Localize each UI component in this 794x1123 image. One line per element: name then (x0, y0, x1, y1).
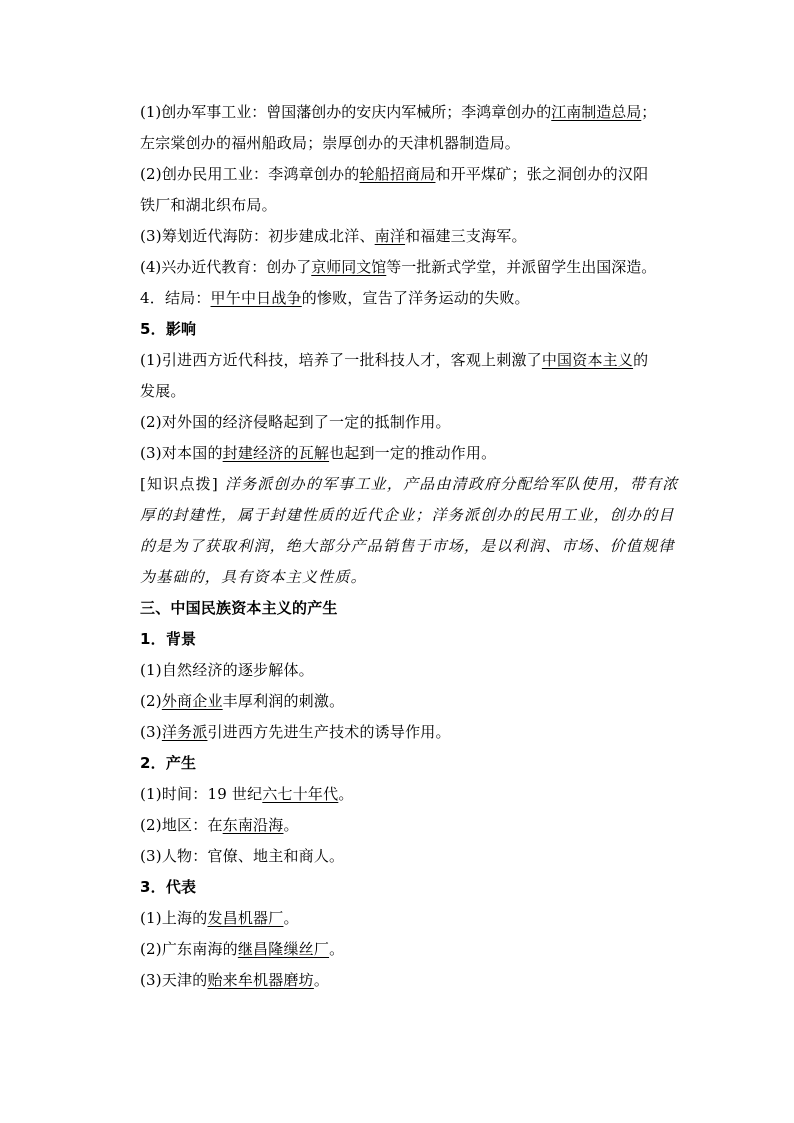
paragraph-military-industry-cont: 左宗棠创办的福州船政局；崇厚创办的天津机器制造局。 (140, 134, 521, 152)
underlined-term: 六七十年代 (262, 785, 339, 803)
text: 和开平煤矿；张之洞创办的汉阳 (435, 165, 649, 183)
text: 洋务派创办的军事工业，产品由清政府分配给军队使用，带有浓 (224, 475, 679, 493)
knowledge-note-tag: [知识点拨] (140, 475, 219, 493)
text: (1)引进西方近代科技，培养了一批科技人才，客观上刺激了 (140, 351, 542, 369)
text: 4．结局： (140, 289, 211, 307)
paragraph-civil-industry (140, 159, 680, 190)
underlined-term: 中国资本主义 (541, 351, 634, 369)
paragraph-influence-3 (140, 438, 680, 469)
text: (1)创办军事工业：曾国藩创办的安庆内军械所；李鸿章创办的 (140, 103, 552, 121)
text: (2) (140, 692, 162, 710)
underlined-term: 京师同文馆 (311, 258, 387, 276)
paragraph-influence-2: (2)对外国的经济侵略起到了一定的抵制作用。 (140, 413, 451, 431)
underlined-term: 封建经济的瓦解 (222, 444, 330, 462)
paragraph-navy (140, 221, 680, 252)
section-title: 三、中国民族资本主义的产生 (140, 599, 338, 617)
text: 的 (633, 351, 649, 369)
text: 也起到一定的推动作用。 (329, 444, 497, 462)
text: (1)上海的 (140, 909, 208, 927)
text: (4)兴办近代教育：创办了 (140, 258, 312, 276)
paragraph-representative-3 (140, 965, 680, 996)
text: (1)时间：19 世纪 (140, 785, 263, 803)
text: 。 (283, 909, 299, 927)
text: 。 (338, 785, 354, 803)
underlined-term: 洋务派 (161, 723, 208, 741)
paragraph-emergence-region (140, 810, 680, 841)
text: 。 (283, 816, 299, 834)
knowledge-note-line-1 (140, 469, 680, 500)
paragraph-representative-1 (140, 903, 680, 934)
underlined-term: 贻来牟机器磨坊 (207, 971, 314, 989)
paragraph-emergence-time (140, 779, 680, 810)
heading-influence: 5．影响 (140, 320, 197, 338)
text: 丰厚利润的刺激。 (222, 692, 345, 710)
knowledge-note-line-4: 为基础的，具有资本主义性质。 (140, 568, 367, 586)
underlined-term: 外商企业 (161, 692, 223, 710)
paragraph-background-3 (140, 717, 680, 748)
text: 的惨败，宣告了洋务运动的失败。 (301, 289, 530, 307)
knowledge-note-line-2: 厚的封建性，属于封建性质的近代企业；洋务派创办的民用工业，创办的目 (140, 506, 675, 524)
paragraph-civil-industry-cont: 铁厂和湖北织布局。 (140, 196, 277, 214)
paragraph-emergence-people: (3)人物：官僚、地主和商人。 (140, 847, 345, 865)
underlined-term: 轮船招商局 (359, 165, 436, 183)
knowledge-note-line-3: 的是为了获取利润，绝大部分产品销售于市场，是以利润、市场、价值规律 (140, 537, 675, 555)
text: ； (641, 103, 657, 121)
underlined-term: 东南沿海 (222, 816, 284, 834)
heading-background: 1．背景 (140, 630, 197, 648)
text: (3)对本国的 (140, 444, 223, 462)
text: (2)创办民用工业：李鸿章创办的 (140, 165, 360, 183)
underlined-term: 南洋 (374, 227, 406, 245)
text: (3) (140, 723, 162, 741)
underlined-term: 江南制造总局 (551, 103, 642, 121)
paragraph-military-industry (140, 97, 680, 128)
text: 。 (329, 940, 345, 958)
text: (3)筹划近代海防：初步建成北洋、 (140, 227, 375, 245)
paragraph-influence-1 (140, 345, 680, 376)
text: (3)天津的 (140, 971, 208, 989)
heading-emergence: 2．产生 (140, 754, 197, 772)
paragraph-background-2 (140, 686, 680, 717)
text: 等一批新式学堂，并派留学生出国深造。 (386, 258, 657, 276)
text: 和福建三支海军。 (405, 227, 527, 245)
document-content (140, 97, 680, 996)
text: (2)广东南海的 (140, 940, 238, 958)
paragraph-background-1: (1)自然经济的逐步解体。 (140, 661, 314, 679)
paragraph-outcome (140, 283, 680, 314)
underlined-term: 继昌隆缫丝厂 (237, 940, 330, 958)
heading-representatives: 3．代表 (140, 878, 197, 896)
text: 引进西方先进生产技术的诱导作用。 (207, 723, 451, 741)
paragraph-education (140, 252, 680, 283)
text: 。 (313, 971, 330, 989)
paragraph-influence-1-cont: 发展。 (140, 382, 186, 400)
underlined-term: 发昌机器厂 (207, 909, 284, 927)
paragraph-representative-2 (140, 934, 680, 965)
underlined-term: 甲午中日战争 (210, 289, 302, 307)
text: (2)地区：在 (140, 816, 223, 834)
